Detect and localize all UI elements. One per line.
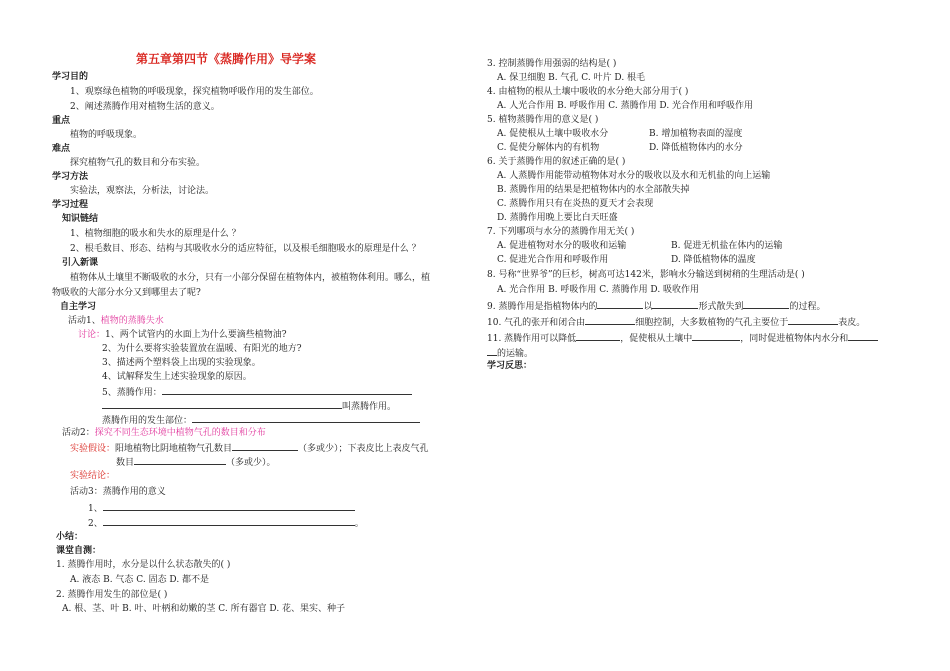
discussion-4: 4、试解释发生上述实验现象的原因。 [102, 372, 252, 382]
discussion-label: 讨论： [78, 330, 106, 340]
question-9 [487, 299, 826, 314]
reflection-heading: 学习反思： [487, 361, 533, 371]
question-9-a: 9. 蒸腾作用是指植物体内的 [487, 302, 598, 312]
question-11-a: 11. 蒸腾作用可以降低 [487, 334, 577, 344]
question-11-d: 的运输。 [497, 349, 534, 359]
activity-2-prefix: 活动2： [62, 428, 95, 438]
blank-line[interactable] [692, 331, 740, 341]
self-test-heading: 课堂自测： [56, 546, 102, 556]
question-1-options: A. 液态 B. 气态 C. 固态 D. 都不是 [70, 575, 210, 585]
blank-line[interactable] [585, 315, 635, 325]
discussion-1 [78, 329, 287, 342]
question-2: 2. 蒸腾作用发生的部位是( ) [56, 590, 168, 600]
blank-line[interactable] [103, 501, 355, 511]
site-line [102, 413, 420, 428]
question-11-cont [487, 346, 533, 361]
question-7-option-a: A. 促进植物对水分的吸收和运输 [497, 241, 627, 251]
question-5-option-a: A. 促使根从土壤中吸收水分 [497, 129, 609, 139]
blank-line[interactable] [848, 331, 878, 341]
question-10-c: 表皮。 [838, 318, 866, 328]
site-label: 蒸腾作用的发生部位： [102, 416, 193, 426]
blank-line[interactable] [162, 385, 412, 395]
activity-1 [68, 315, 164, 328]
question-5: 5. 植物蒸腾作用的意义是( ) [487, 115, 599, 125]
discussion-5-cont [102, 399, 396, 414]
activity-2-name: 探究不同生态环境中植物气孔的数目和分布 [94, 428, 266, 438]
question-6-option-a: A. 人蒸腾作用能带动植物体对水分的吸收以及水和无机盐的向上运输 [497, 171, 771, 181]
goal-2: 2、阐述蒸腾作用对植物生活的意义。 [70, 102, 220, 112]
self-study-heading: 自主学习 [60, 302, 97, 312]
discussion-3: 3、描述两个塑料袋上出现的实验现象。 [102, 358, 261, 368]
summary-heading: 小结： [56, 532, 84, 542]
blank-line[interactable] [652, 299, 698, 309]
meaning-1 [88, 501, 355, 516]
hypothesis-c: 数目 [116, 458, 135, 468]
blank-line[interactable] [232, 441, 298, 451]
knowledge-link-heading: 知识链结 [62, 214, 99, 224]
activity-3: 活动3：蒸腾作用的意义 [70, 487, 166, 497]
question-7-option-b: B. 促进无机盐在体内的运输 [671, 241, 783, 251]
hypothesis-line-2 [116, 455, 276, 470]
blank-line[interactable] [788, 315, 838, 325]
question-2-options: A. 根、茎、叶 B. 叶、叶柄和幼嫩的茎 C. 所有器官 D. 花、果实、种子 [62, 604, 346, 614]
method-heading: 学习方法 [52, 172, 89, 182]
discussion-1-text: 1、两个试管内的水面上为什么要滴些植物油? [105, 330, 287, 340]
question-5-option-c: C. 促使分解体内的有机物 [497, 143, 600, 153]
question-10-b: 细胞控制，大多数植物的气孔主要位于 [635, 318, 789, 328]
question-11-b: ，促使根从土壤中 [620, 334, 693, 344]
blank-line[interactable] [743, 299, 789, 309]
blank-line[interactable] [103, 516, 355, 526]
question-7-option-d: D. 降低植物体的温度 [671, 255, 756, 265]
meaning-2-label: 2、 [88, 519, 103, 529]
question-7-option-c: C. 促进光合作用和呼吸作用 [497, 255, 609, 265]
blank-line[interactable] [487, 346, 497, 356]
meaning-2-end: 。 [354, 519, 364, 529]
question-5-option-b: B. 增加植物表面的湿度 [649, 129, 743, 139]
blank-line[interactable] [102, 399, 342, 409]
question-5-option-d: D. 降低植物体内的水分 [649, 143, 743, 153]
blank-line[interactable] [134, 455, 226, 465]
page-title: 第五章第四节《蒸腾作用》导学案 [136, 52, 317, 66]
process-heading: 学习过程 [52, 200, 89, 210]
question-9-d: 的过程。 [789, 302, 826, 312]
hypothesis-line [70, 441, 429, 456]
intro-line-1: 植物体从土壤里不断吸收的水分，只有一小部分保留在植物体内，被植物体利用。哪么，植 [70, 273, 431, 283]
question-1: 1. 蒸腾作用时，水分是以什么状态散失的( ) [56, 560, 231, 570]
question-11 [487, 331, 878, 346]
goals-heading: 学习目的 [52, 72, 89, 82]
knowledge-link-2: 2、根毛数目、形态、结构与其吸收水分的适应特征，以及根毛细胞吸水的原理是什么 ？ [70, 244, 421, 254]
blank-line[interactable] [576, 331, 620, 341]
question-6-option-b: B. 蒸腾作用的结果是把植物体内的水全部散失掉 [497, 185, 690, 195]
intro-heading: 引入新课 [62, 258, 99, 268]
key-text: 植物的呼吸现象。 [70, 130, 143, 140]
hypothesis-d: （多或少）。 [226, 458, 276, 468]
conclusion-label: 实验结论： [70, 471, 116, 481]
question-9-c: 形式散失到 [698, 302, 744, 312]
question-6-option-c: C. 蒸腾作用只有在炎热的夏天才会表现 [497, 199, 654, 209]
discussion-5 [102, 385, 412, 400]
hypothesis-a: 阳地植物比阴地植物气孔数目 [115, 444, 233, 454]
discussion-2: 2、为什么要将实验装置放在温暖、有阳光的地方? [102, 344, 302, 354]
question-7: 7. 下列哪项与水分的蒸腾作用无关( ) [487, 227, 635, 237]
goal-1: 1、观察绿色植物的呼吸现象，探究植物呼吸作用的发生部位。 [70, 87, 319, 97]
meaning-2 [88, 516, 364, 531]
discussion-5-end: 叫蒸腾作用。 [342, 402, 397, 412]
question-8: 8. 号称“世界爷”的巨杉，树高可达142米，影响水分输送到树稍的生理活动是( ) [487, 270, 805, 280]
activity-1-prefix: 活动1、 [68, 316, 101, 326]
question-10 [487, 315, 865, 330]
activity-2 [62, 427, 266, 440]
blank-line[interactable] [192, 413, 420, 423]
question-6: 6. 关于蒸腾作用的叙述正确的是( ) [487, 157, 626, 167]
question-8-options: A. 光合作用 B. 呼吸作用 C. 蒸腾作用 D. 吸收作用 [497, 285, 700, 295]
question-9-b: 以 [643, 302, 653, 312]
question-3-options: A. 保卫细胞 B. 气孔 C. 叶片 D. 根毛 [497, 73, 646, 83]
discussion-5-label: 5、蒸腾作用： [102, 388, 162, 398]
difficulty-heading: 难点 [52, 144, 71, 154]
difficulty-text: 探究植物气孔的数目和分布实验。 [70, 158, 206, 168]
question-6-option-d: D. 蒸腾作用晚上要比白天旺盛 [497, 213, 618, 223]
activity-1-name: 植物的蒸腾失水 [100, 316, 164, 326]
knowledge-link-1: 1、植物细胞的吸水和失水的原理是什么 ？ [70, 229, 241, 239]
question-4-options: A. 人光合作用 B. 呼吸作用 C. 蒸腾作用 D. 光合作用和呼吸作用 [497, 101, 754, 111]
blank-line[interactable] [597, 299, 643, 309]
question-10-a: 10. 气孔的张开和闭合由 [487, 318, 586, 328]
question-11-c: ，同时促进植物体内水分和 [740, 334, 849, 344]
intro-line-2: 物吸收的大部分水分又到哪里去了呢? [52, 288, 201, 298]
meaning-1-label: 1、 [88, 504, 103, 514]
key-heading: 重点 [52, 116, 71, 126]
hypothesis-label: 实验假设： [70, 444, 116, 454]
hypothesis-b: （多或少）；下表皮比上表皮气孔 [298, 444, 429, 454]
method-text: 实验法，观察法，分析法，讨论法。 [70, 186, 215, 196]
question-3: 3. 控制蒸腾作用强弱的结构是( ) [487, 59, 617, 69]
question-4: 4. 由植物的根从土壤中吸收的水分绝大部分用于( ) [487, 87, 689, 97]
